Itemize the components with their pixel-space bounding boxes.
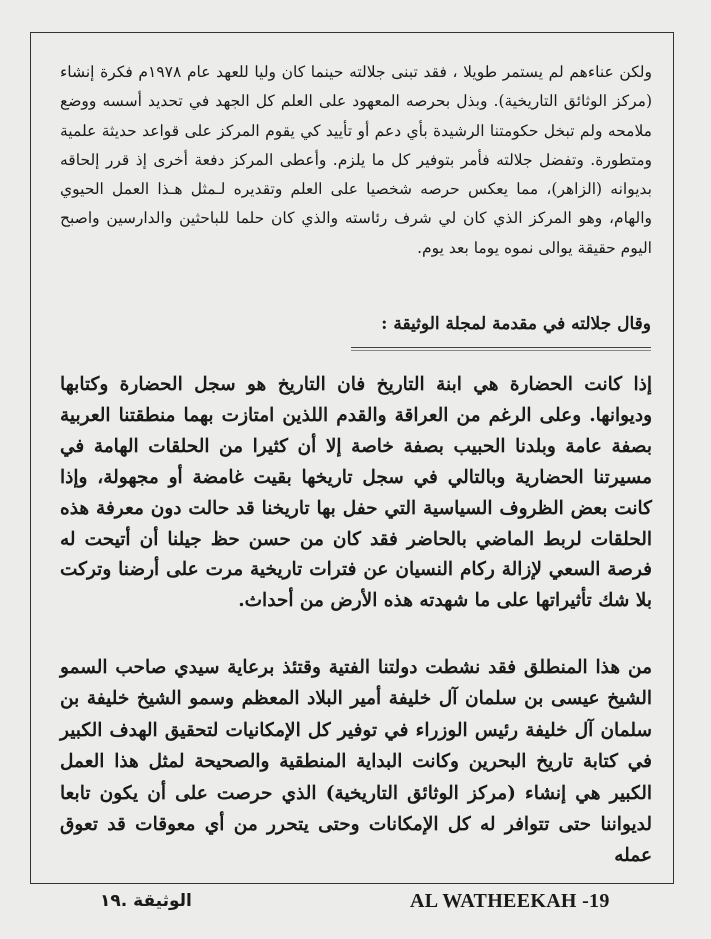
- quote-paragraph-1: إذا كانت الحضارة هي ابنة التاريخ فان التاريخ هو سجل الحضارة وكتابها وديوانها. وعلى الرغم من العراقة والقدم اللذين امتازت بهما منطقتنا العربية بصفة عامة وبلدنا الحبيب بصفة خاصة إلا أن كثيرا من الحلقات الهامة في مسيرتنا الحضارية وبالتالي في سجل تاريخها بقيت غامضة أو مجهولة، وإذا كانت بعض الظروف السياسية التي حفل بها تاريخنا قد حالت دون معرفة هذه الحلقات لربط الماضي بالحاضر فقد كان من حسن حظ جيلنا أن أتيحت له فرصة السعي لإزالة ركام النسيان عن فترات تاريخية مرت على أرضنا وتركت بلا شك تأثيراتها على ما شهدته هذه الأرض من أحداث.: [60, 374, 652, 612]
- intro-paragraph: ولكن عناءهم لم يستمر طويلا ، فقد تبنى جلالته حينما كان وليا للعهد عام ١٩٧٨م فكرة إنشاء (مركز الوثائق التاريخية). وبذل بحرصه المعهود على العلم كل الجهد في تحديد أسسه ووضع ملامحه ولم تبخل حكومتنا الرشيدة بأي دعم أو تأييد كي يقوم المركز على قواعد حديثة علمية ومتطورة. وتفضل جلالته فأمر بتوفير كل ما يلزم. وأعطى المركز دفعة أخرى إذ قرر إلحاقه بديوانه (الزاهر)، مما يعكس حرصه شخصيا على العلم وتقديره لـمثل هـذا العمل الحيوي والهام، وهو المركز الذي كان لي شرف رئاسته والذي كان حلما للباحثين والدارسين واصبح اليوم حقيقة يوالى نموه يوما بعد يوم.: [60, 63, 653, 257]
- quote-paragraph-2: من هذا المنطلق فقد نشطت دولتنا الفتية وقتئذ برعاية سيدي صاحب السمو الشيخ عيسى بن سلمان آل خليفة أمير البلاد المعظم وسمو الشيخ خليفة بن سلمان آل خليفة رئيس الوزراء في توفير كل الإمكانيات لتحقيق الهدف الكبير في كتابة تاريخ البحرين وكانت البداية المنطقية والصحيحة لمثل هذا العمل الكبير هي إنشاء (مركز الوثائق التاريخية) الذي حرصت على أن يكون تابعا لديواننا حتى تتوافر له كل الإمكانات وحتى يتحرر من أي معوقات قد تعوق عمله: [60, 657, 652, 867]
- heading-underline: [351, 347, 651, 351]
- footer-english-title: AL WATHEEKAH -19: [410, 890, 610, 912]
- footer-arabic-title: الوثيقة .١٩: [100, 891, 192, 911]
- quote-heading: وقال جلالته في مقدمة لمجلة الوثيقة :: [381, 314, 651, 334]
